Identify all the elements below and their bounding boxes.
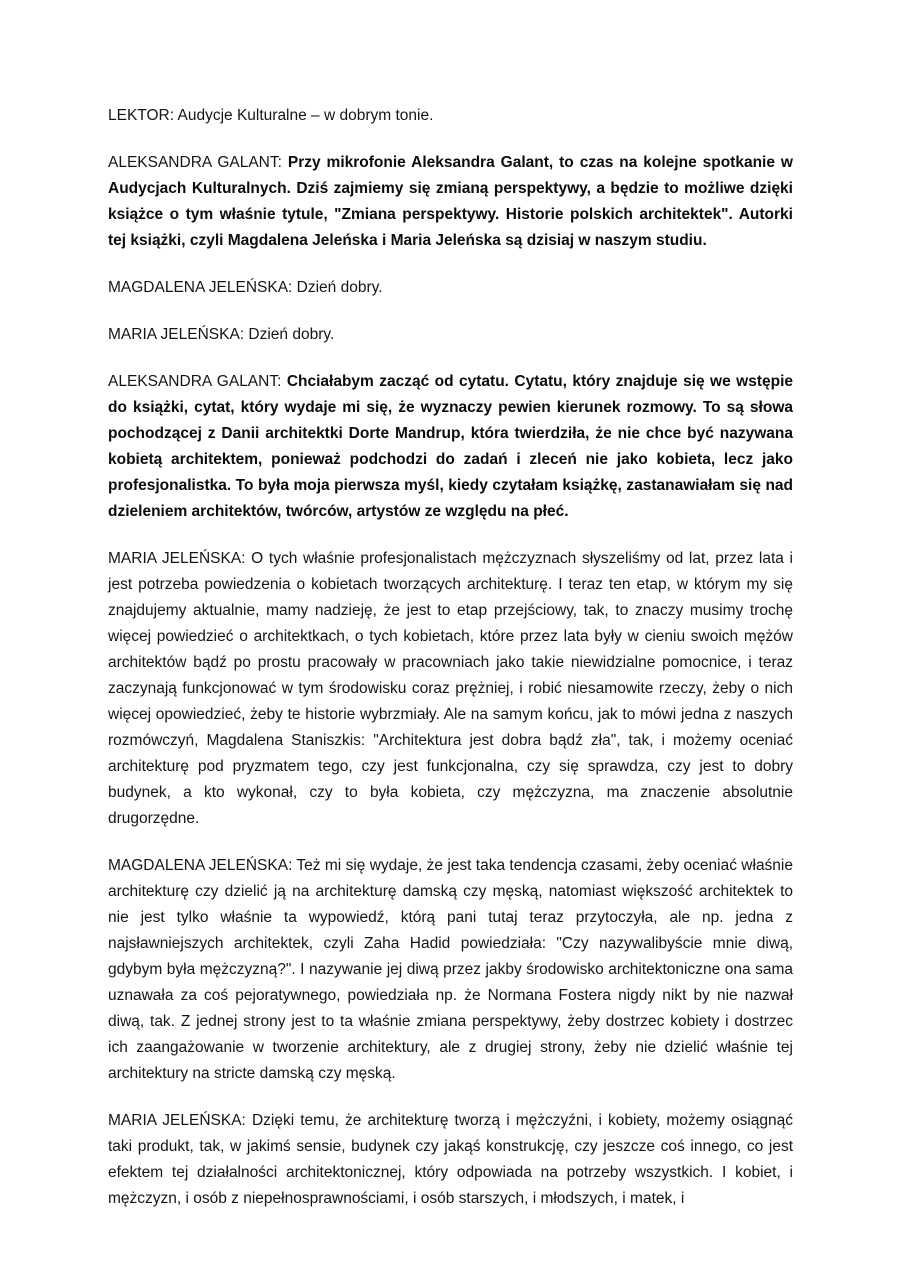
speaker-label: MAGDALENA JELEŃSKA: bbox=[108, 857, 293, 874]
speech-text: Przy mikrofonie Aleksandra Galant, to czas na kolejne spotkanie w Audycjach Kulturalnych. Dziś zajmiemy się zmianą perspektywy, a będzie to możliwe dzięki książce o tym właśnie tytule, "Zmiana perspektywy. Historie polskich architektek". Autorki tej książki, czyli Magdalena Jeleńska i Maria Jeleńska są dzisiaj w naszym studiu. bbox=[108, 154, 793, 249]
speech-text: Dzień dobry. bbox=[292, 279, 383, 296]
speaker-label: MAGDALENA JELEŃSKA: bbox=[108, 279, 293, 296]
paragraph-galant-intro bbox=[108, 150, 793, 254]
speaker-label: LEKTOR: bbox=[108, 107, 175, 124]
speech-text: Chciałabym zacząć od cytatu. Cytatu, który znajduje się we wstępie do książki, cytat, który wydaje mi się, że wyznaczy pewien kierunek rozmowy. To są słowa pochodzącej z Danii architektki Dorte Mandrup, która twierdziła, że nie chce być nazywana kobietą architektem, ponieważ podchodzi do zadań i zleceń nie jako kobieta, lecz jako profesjonalistka. To była moja pierwsza myśl, kiedy czytałam książkę, zastanawiałam się nad dzieleniem architektów, twórców, artystów ze względu na płeć. bbox=[108, 373, 793, 520]
speaker-label: ALEKSANDRA GALANT: bbox=[108, 373, 282, 390]
paragraph-magdalena-answer bbox=[108, 853, 793, 1087]
speech-text: Też mi się wydaje, że jest taka tendencja czasami, żeby oceniać właśnie architekturę czy dzielić ją na architekturę damską czy męską, natomiast większość architektek to nie jest tylko właśnie ta wypowiedź, którą pani tutaj teraz przytoczyła, ale np. jedna z najsławniejszych architektek, czyli Zaha Hadid powiedziała: "Czy nazywalibyście mnie diwą, gdybym była mężczyzną?". I nazywanie jej diwą przez jakby środowisko architektoniczne ona sama uznawała za coś pejoratywnego, powiedziała np. że Normana Fostera nigdy nikt by nie nazwał diwą, tak. Z jednej strony jest to ta właśnie zmiana perspektywy, żeby dostrzec kobiety i dostrzec ich zaangażowanie w tworzenie architektury, ale z drugiej strony, żeby nie dzielić właśnie tej architektury na stricte damską czy męską. bbox=[108, 857, 793, 1082]
speech-text: Audycje Kulturalne – w dobrym tonie. bbox=[174, 107, 434, 124]
paragraph-galant-quote bbox=[108, 369, 793, 525]
paragraph-maria-greeting bbox=[108, 322, 793, 348]
interview-transcript bbox=[108, 103, 793, 1212]
speech-text: Dzień dobry. bbox=[244, 326, 335, 343]
paragraph-maria-answer-2 bbox=[108, 1108, 793, 1212]
speaker-label: MARIA JELEŃSKA: bbox=[108, 1112, 246, 1129]
speaker-label: ALEKSANDRA GALANT: bbox=[108, 154, 282, 171]
speech-text: O tych właśnie profesjonalistach mężczyznach słyszeliśmy od lat, przez lata i jest potrzeba powiedzenia o kobietach tworzących architekturę. I teraz ten etap, w którym my się znajdujemy aktualnie, mamy nadzieję, że jest to etap przejściowy, tak, to znaczy musimy trochę więcej powiedzieć o architektkach, o tych kobietach, które przez lata były w cieniu swoich mężów architektów bądź po prostu pracowały w pracowniach jako takie niewidzialne pomocnice, i teraz zaczynają funkcjonować w tym środowisku coraz prężniej, i robić niesamowite rzeczy, żeby o nich więcej opowiedzieć, żeby te historie wybrzmiały. Ale na samym końcu, jak to mówi jedna z naszych rozmówczyń, Magdalena Staniszkis: "Architektura jest dobra bądź zła", tak, i możemy oceniać architekturę pod pryzmatem tego, czy jest funkcjonalna, czy się sprawdza, czy jest to dobry budynek, a kto wykonał, czy to była kobieta, czy mężczyzna, ma znaczenie absolutnie drugorzędne. bbox=[108, 550, 793, 827]
paragraph-lektor bbox=[108, 103, 793, 129]
paragraph-maria-answer-1 bbox=[108, 546, 793, 832]
speaker-label: MARIA JELEŃSKA: bbox=[108, 550, 246, 567]
paragraph-magdalena-greeting bbox=[108, 275, 793, 301]
speaker-label: MARIA JELEŃSKA: bbox=[108, 326, 245, 343]
speech-text: Dzięki temu, że architekturę tworzą i mężczyźni, i kobiety, możemy osiągnąć taki produkt, tak, w jakimś sensie, budynek czy jakąś konstrukcję, czy jeszcze coś innego, co jest efektem tej działalności architektonicznej, który odpowiada na potrzeby wszystkich. I kobiet, i mężczyzn, i osób z niepełnosprawnościami, i osób starszych, i młodszych, i matek, i bbox=[108, 1112, 793, 1207]
